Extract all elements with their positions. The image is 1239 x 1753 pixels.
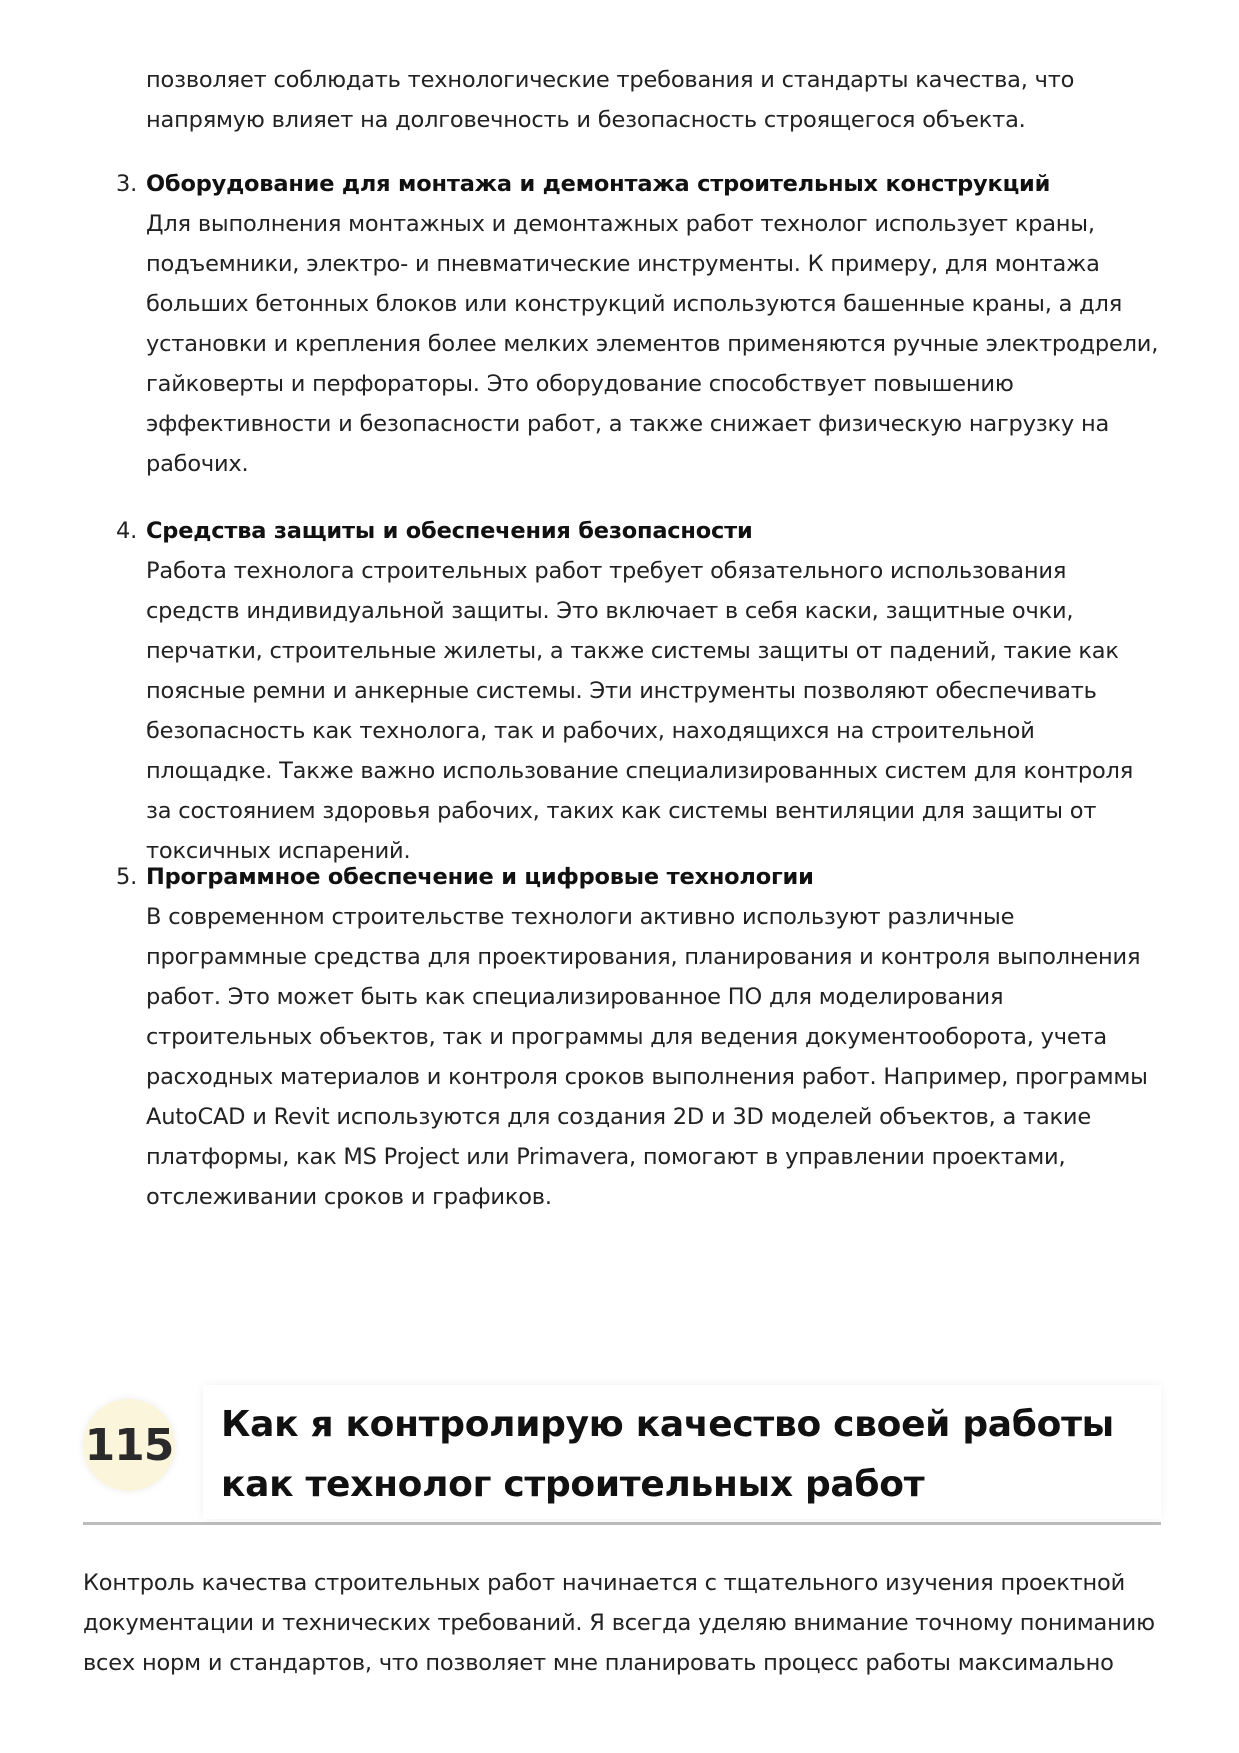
section-title: Как я контролирую качество своей работы как технолог строительных работ	[221, 1404, 1114, 1505]
list-item-title: Средства защиты и обеспечения безопасности	[146, 518, 753, 544]
list-item-title: Программное обеспечение и цифровые технологии	[146, 864, 814, 890]
list-item-body: В современном строительстве технологи активно используют различные программные средства для проектирования, планирования и контроля выполнения работ. Это может быть как специализированное ПО для моделирования строительных объектов, так и программы для ведения документооборота, учета расходных материалов и контроля сроков выполнения работ. Например, программы AutoCAD и Revit используются для создания 2D и 3D моделей объектов, а такие платформы, как MS Project или Primavera, помогают в управлении проектами, отслеживании сроков и графиков.	[146, 904, 1148, 1210]
list-item-body: Для выполнения монтажных и демонтажных работ технолог использует краны, подъемники, электро- и пневматические инструменты. К примеру, для монтажа больших бетонных блоков или конструкций используются башенные краны, а для установки и крепления более мелких элементов применяются ручные электродрели, гайковерты и перфораторы. Это оборудование способствует повышению эффективности и безопасности работ, а также снижает физическую нагрузку на рабочих.	[146, 211, 1159, 477]
continuation-text: позволяет соблюдать технологические требования и стандарты качества, что напрямую влияет на долговечность и безопасность строящегося объекта.	[146, 67, 1075, 133]
intro-paragraph	[83, 1563, 1161, 1683]
list-item-number: 3.	[116, 171, 138, 197]
list-item-body: Работа технолога строительных работ требует обязательного использования средств индивидуальной защиты. Это включает в себя каски, защитные очки, перчатки, строительные жилеты, а также системы защиты от падений, такие как поясные ремни и анкерные системы. Эти инструменты позволяют обеспечивать безопасность как технолога, так и рабочих, находящихся на строительной площадке. Также важно использование специализированных систем для контроля за состоянием здоровья рабочих, таких как системы вентиляции для защиты от токсичных испарений.	[146, 558, 1134, 864]
intro-text: Контроль качества строительных работ начинается с тщательного изучения проектной документации и технических требований. Я всегда уделяю внимание точному пониманию всех норм и стандартов, что позволяет мне планировать процесс работы максимально	[83, 1570, 1155, 1676]
list-item	[116, 164, 1161, 484]
list-item	[116, 511, 1161, 871]
continuation-paragraph	[146, 60, 1161, 140]
list-item-number: 5.	[116, 864, 138, 890]
section-number-badge: 115	[83, 1399, 175, 1491]
list-item-title: Оборудование для монтажа и демонтажа строительных конструкций	[146, 171, 1051, 197]
list-item-number: 4.	[116, 518, 138, 544]
list-item	[116, 857, 1161, 1217]
section-header	[83, 1385, 1161, 1525]
